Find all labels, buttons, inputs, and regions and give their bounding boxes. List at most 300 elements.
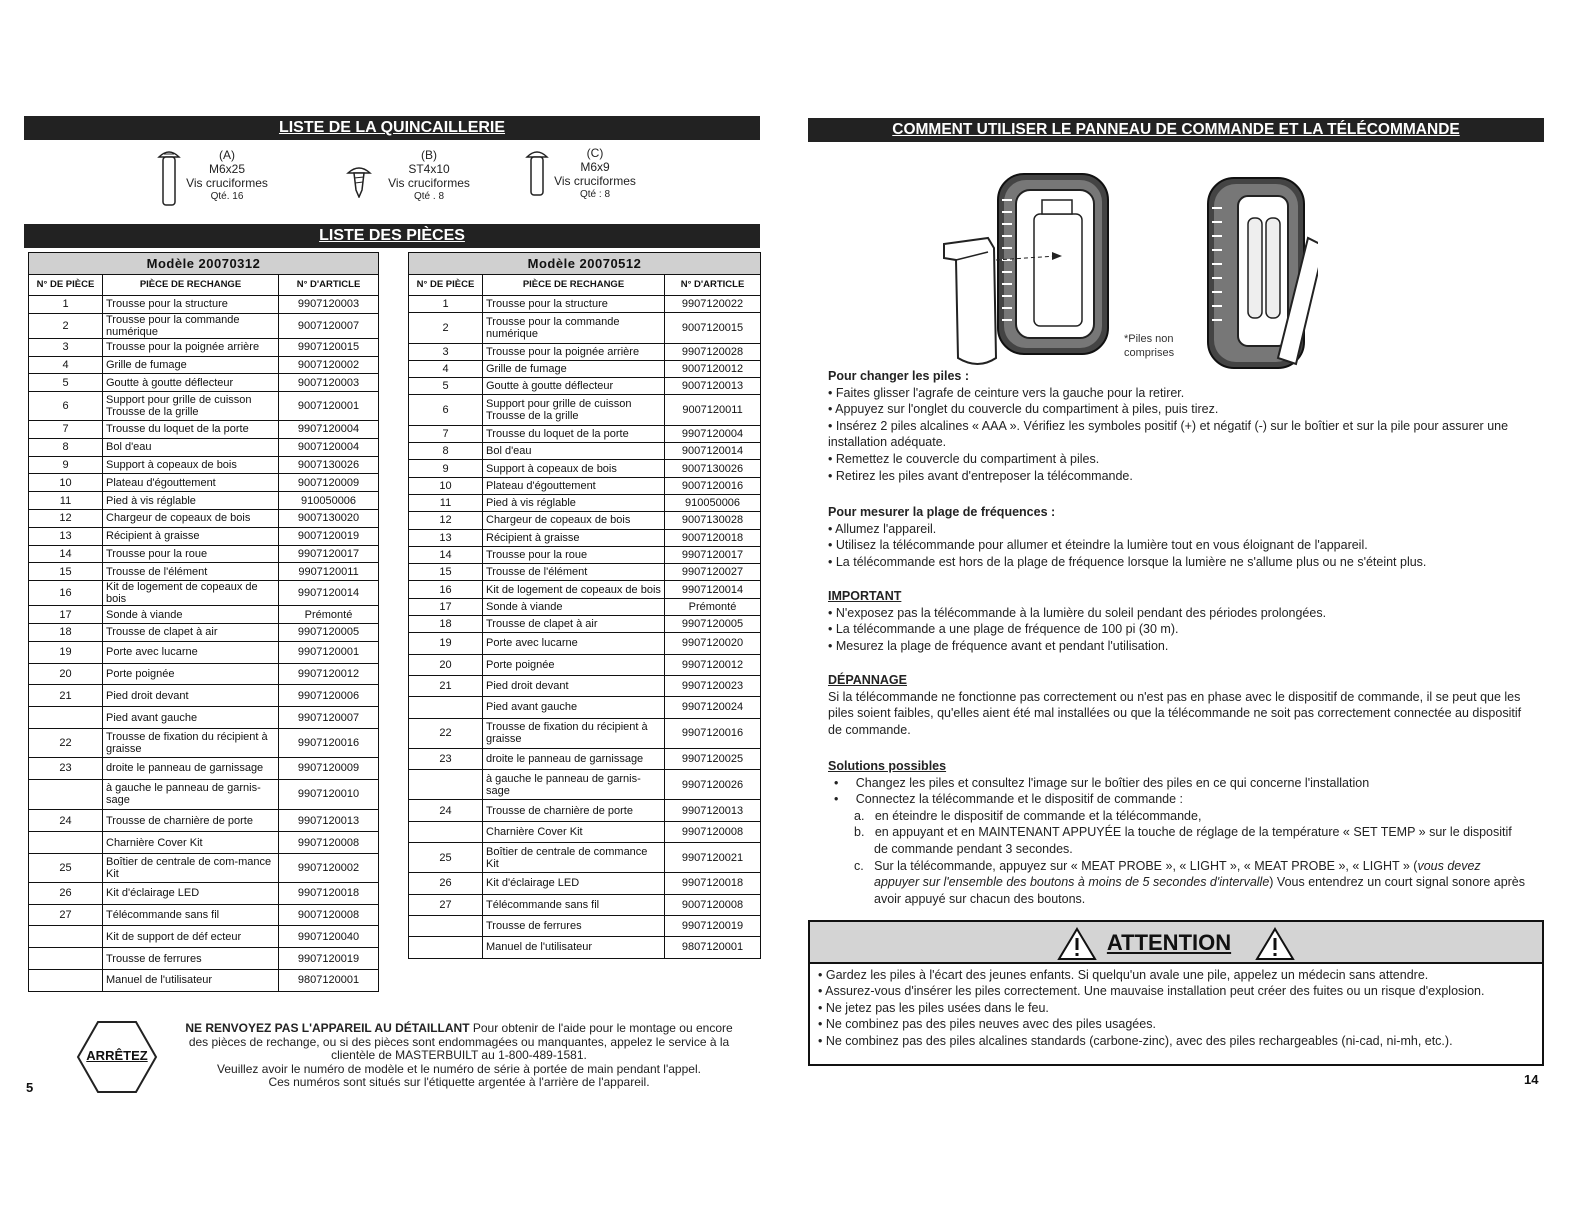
part-number-cell: 4 xyxy=(409,360,483,377)
column-header-item-number: N° D'ARTICLE xyxy=(665,275,761,296)
part-number-cell xyxy=(29,948,103,970)
part-name-cell: Trousse pour la roue xyxy=(103,545,279,563)
table-row xyxy=(29,757,379,779)
troubleshooting-section xyxy=(828,672,1528,738)
table-row xyxy=(409,718,761,748)
table-row xyxy=(29,338,379,356)
table-row xyxy=(29,492,379,510)
part-name-cell: Pied à vis réglable xyxy=(103,492,279,510)
part-number-cell: 21 xyxy=(29,685,103,707)
list-item: • Ne combinez pas des piles alcalines standards (carbone-zinc), avec des piles rechargeables (ni-cad, ni-mh, etc.). xyxy=(818,1033,1453,1048)
table-row xyxy=(409,313,761,343)
item-number-cell: 9907120025 xyxy=(665,748,761,769)
part-name-cell: Goutte à goutte déflecteur xyxy=(483,378,665,395)
item-number-cell: 9007120001 xyxy=(279,392,379,421)
part-number-cell: 6 xyxy=(409,395,483,425)
part-number-cell: 15 xyxy=(29,563,103,581)
item-number-cell: 910050006 xyxy=(279,492,379,510)
item-number-cell: 9007120014 xyxy=(665,443,761,460)
part-number-cell: 24 xyxy=(409,800,483,821)
part-number-cell: 18 xyxy=(409,616,483,633)
table-row xyxy=(29,728,379,757)
table-row xyxy=(29,420,379,438)
part-number-cell xyxy=(29,832,103,854)
part-number-cell: 26 xyxy=(409,873,483,894)
part-name-cell: Porte avec lucarne xyxy=(103,641,279,663)
stop-message-bold: NE RENVOYEZ PAS L'APPAREIL AU DÉTAILLANT xyxy=(185,1021,470,1035)
part-name-cell: Trousse de clapet à air xyxy=(483,616,665,633)
table-row xyxy=(409,443,761,460)
item-number-cell: 9007130028 xyxy=(665,512,761,529)
part-name-cell: Trousse du loquet de la porte xyxy=(483,425,665,442)
list-item: • Ne jetez pas les piles usées dans le feu. xyxy=(818,1000,1049,1015)
table-model-title: Modèle 20070312 xyxy=(29,253,379,275)
item-number-cell: 9907120001 xyxy=(279,641,379,663)
item-number-cell: 9907120021 xyxy=(665,843,761,873)
item-number-cell: 9907120008 xyxy=(665,821,761,842)
part-name-cell: Kit de logement de copeaux de bois xyxy=(483,581,665,598)
table-row xyxy=(29,641,379,663)
table-row xyxy=(409,477,761,494)
item-number-cell: 9007120015 xyxy=(665,313,761,343)
item-number-cell: 9907120012 xyxy=(665,654,761,675)
part-name-cell: Grille de fumage xyxy=(483,360,665,377)
table-row xyxy=(409,821,761,842)
list-item: • Faites glisser l'agrafe de ceinture vers la gauche pour la retirer. xyxy=(828,385,1185,400)
part-number-cell: 11 xyxy=(409,494,483,511)
parts-table-model-20070512 xyxy=(408,252,761,959)
part-number-cell: 22 xyxy=(29,728,103,757)
item-number-cell: 9807120001 xyxy=(665,937,761,958)
part-name-cell: Support pour grille de cuisson Trousse de la grille xyxy=(483,395,665,425)
parts-list-title: LISTE DES PIÈCES xyxy=(24,224,760,248)
table-row xyxy=(29,707,379,729)
item-number-cell: Prémonté xyxy=(279,606,379,624)
battery-change-section xyxy=(828,368,1528,484)
item-number-cell: 9907120003 xyxy=(279,296,379,314)
part-number-cell xyxy=(409,770,483,800)
part-name-cell: Trousse pour la structure xyxy=(483,296,665,313)
list-item: • Ne combinez pas des piles neuves avec des piles usagées. xyxy=(818,1017,1156,1032)
stop-message-line1: Pour obtenir de l'aide pour le montage ou encore des pièces de rechange, ou si des pièces sont endommagées ou manquantes, appelez le service à la clientèle de MASTERBUILT au 1-800-489-1581. xyxy=(188,1021,733,1063)
item-number-cell: 9907120014 xyxy=(279,581,379,606)
hardware-list-title: LISTE DE LA QUINCAILLERIE xyxy=(24,116,760,140)
part-number-cell: 8 xyxy=(409,443,483,460)
column-header-replacement-part: PIÈCE DE RECHANGE xyxy=(103,275,279,296)
list-item: • Utilisez la télécommande pour allumer et éteindre la lumière tout en vous éloignant de l'appareil. xyxy=(828,538,1368,553)
part-number-cell: 24 xyxy=(29,810,103,832)
item-number-cell: 9907120006 xyxy=(279,685,379,707)
table-row xyxy=(409,873,761,894)
list-item: • Insérez 2 piles alcalines « AAA ». Vérifiez les symboles positif (+) et négatif (-) sur le boîtier et sur la pile pour assurer une installation adéquate. xyxy=(828,418,1509,450)
table-row xyxy=(29,545,379,563)
table-row xyxy=(409,675,761,696)
sub-step-b: b. en appuyant et en MAINTENANT APPUYÉE la touche de réglage de la température « SET TEMP » sur le dispositif de commande pendant 3 secondes. xyxy=(854,825,1512,856)
attention-body xyxy=(808,962,1544,1066)
part-number-cell xyxy=(29,926,103,948)
item-number-cell: 9007130026 xyxy=(279,456,379,474)
table-row xyxy=(29,296,379,314)
solutions-section xyxy=(828,758,1528,907)
battery-change-heading: Pour changer les piles : xyxy=(828,369,970,383)
part-name-cell: Charnière Cover Kit xyxy=(103,832,279,854)
part-name-cell: Boîtier de centrale de com-mance Kit xyxy=(103,853,279,882)
table-row xyxy=(29,438,379,456)
list-item: • Gardez les piles à l'écart des jeunes enfants. Si quelqu'un avale une pile, appelez un médecin sans attendre. xyxy=(818,968,1429,982)
table-row xyxy=(29,685,379,707)
item-number-cell: 9807120001 xyxy=(279,969,379,991)
item-number-cell: 9007120013 xyxy=(665,378,761,395)
control-panel-title: COMMENT UTILISER LE PANNEAU DE COMMANDE ET LA TÉLÉCOMMANDE xyxy=(808,118,1544,142)
table-row xyxy=(409,770,761,800)
stop-message xyxy=(184,1022,734,1090)
item-number-cell: 9907120028 xyxy=(665,343,761,360)
part-number-cell: 1 xyxy=(409,296,483,313)
part-number-cell xyxy=(29,779,103,810)
part-name-cell: Trousse pour la poignée arrière xyxy=(103,338,279,356)
table-row xyxy=(29,853,379,882)
important-heading: IMPORTANT xyxy=(828,589,902,603)
item-number-cell: 9907120002 xyxy=(279,853,379,882)
item-number-cell: 9907120016 xyxy=(279,728,379,757)
table-row xyxy=(409,460,761,477)
item-number-cell: 9007120012 xyxy=(665,360,761,377)
item-number-cell: 9007120011 xyxy=(665,395,761,425)
item-number-cell: 9907120023 xyxy=(665,675,761,696)
part-number-cell: 13 xyxy=(29,527,103,545)
page-number-left: 5 xyxy=(26,1080,34,1095)
part-number-cell: 17 xyxy=(409,598,483,615)
table-row xyxy=(409,800,761,821)
part-name-cell: Grille de fumage xyxy=(103,356,279,374)
part-number-cell: 21 xyxy=(409,675,483,696)
part-name-cell: Récipient à graisse xyxy=(103,527,279,545)
part-name-cell: Trousse du loquet de la porte xyxy=(103,420,279,438)
item-number-cell: 9907120013 xyxy=(665,800,761,821)
part-name-cell: Kit de logement de copeaux de bois xyxy=(103,581,279,606)
part-number-cell: 27 xyxy=(409,894,483,915)
part-number-cell: 11 xyxy=(29,492,103,510)
part-number-cell: 4 xyxy=(29,356,103,374)
part-name-cell: Kit d'éclairage LED xyxy=(103,882,279,904)
table-row xyxy=(409,378,761,395)
part-name-cell: Trousse de l'élément xyxy=(483,564,665,581)
part-number-cell: 7 xyxy=(29,420,103,438)
table-row xyxy=(409,494,761,511)
parts-table-model-20070312 xyxy=(28,252,379,992)
column-header-part-number: N° DE PIÈCE xyxy=(409,275,483,296)
part-name-cell: à gauche le panneau de garnis-sage xyxy=(103,779,279,810)
frequency-range-heading: Pour mesurer la plage de fréquences : xyxy=(828,505,1056,519)
part-name-cell: Plateau d'égouttement xyxy=(483,477,665,494)
table-row xyxy=(409,512,761,529)
list-item: • La télécommande est hors de la plage de fréquence lorsque la lumière ne s'allume plus ou ne s'éteint plus. xyxy=(828,554,1427,569)
part-name-cell: Kit de support de déf ecteur xyxy=(103,926,279,948)
table-row xyxy=(29,832,379,854)
part-number-cell: 9 xyxy=(409,460,483,477)
item-number-cell: 9907120016 xyxy=(665,718,761,748)
part-number-cell xyxy=(409,821,483,842)
part-name-cell: Sonde à viande xyxy=(103,606,279,624)
list-item: • Retirez les piles avant d'entreposer la télécommande. xyxy=(828,468,1133,483)
part-number-cell: 7 xyxy=(409,425,483,442)
item-number-cell: 9907120010 xyxy=(279,779,379,810)
item-number-cell: 9907120040 xyxy=(279,926,379,948)
table-row xyxy=(409,425,761,442)
table-row xyxy=(409,395,761,425)
part-name-cell: Trousse de l'élément xyxy=(103,563,279,581)
part-name-cell: Goutte à goutte déflecteur xyxy=(103,374,279,392)
table-row xyxy=(29,926,379,948)
table-row xyxy=(29,456,379,474)
part-number-cell: 12 xyxy=(409,512,483,529)
table-row xyxy=(409,937,761,958)
item-number-cell: 9907120026 xyxy=(665,770,761,800)
item-number-cell: 9007120019 xyxy=(279,527,379,545)
part-name-cell: Boîtier de centrale de commance Kit xyxy=(483,843,665,873)
stop-message-line3: Ces numéros sont situés sur l'étiquette argentée à l'arrière de l'appareil. xyxy=(268,1075,650,1090)
table-row xyxy=(409,564,761,581)
part-name-cell: Manuel de l'utilisateur xyxy=(483,937,665,958)
part-number-cell: 10 xyxy=(29,474,103,492)
item-number-cell: 9007120007 xyxy=(279,313,379,338)
list-item: • Remettez le couvercle du compartiment à piles. xyxy=(828,451,1100,466)
part-name-cell: Trousse de charnière de porte xyxy=(483,800,665,821)
table-row xyxy=(409,654,761,675)
part-number-cell: 18 xyxy=(29,623,103,641)
table-row xyxy=(29,474,379,492)
part-number-cell: 15 xyxy=(409,564,483,581)
part-number-cell: 16 xyxy=(29,581,103,606)
item-number-cell: 9007120002 xyxy=(279,356,379,374)
part-number-cell: 1 xyxy=(29,296,103,314)
part-name-cell: Pied avant gauche xyxy=(103,707,279,729)
part-number-cell: 20 xyxy=(409,654,483,675)
part-name-cell: Support pour grille de cuisson Trousse de la grille xyxy=(103,392,279,421)
troubleshooting-text: Si la télécommande ne fonctionne pas correctement ou n'est pas en phase avec le dispositif de commande, il se peut que les piles soient faibles, qu'elles aient été mal installées ou que la télécommande ne soit pas correctement connectée au dispositif de commande. xyxy=(828,689,1522,737)
part-name-cell: Bol d'eau xyxy=(483,443,665,460)
part-name-cell: Trousse pour la roue xyxy=(483,546,665,563)
table-row xyxy=(29,663,379,685)
table-row xyxy=(29,969,379,991)
list-item: • Mesurez la plage de fréquence avant et pendant l'utilisation. xyxy=(828,638,1169,653)
part-name-cell: Manuel de l'utilisateur xyxy=(103,969,279,991)
part-name-cell: Trousse pour la commande numérique xyxy=(103,313,279,338)
item-number-cell: 9007120004 xyxy=(279,438,379,456)
item-number-cell: 9907120024 xyxy=(665,697,761,718)
part-number-cell: 8 xyxy=(29,438,103,456)
table-row xyxy=(29,948,379,970)
table-row xyxy=(409,843,761,873)
item-number-cell: 9007120008 xyxy=(279,904,379,926)
item-number-cell: 9907120027 xyxy=(665,564,761,581)
item-number-cell: 9907120018 xyxy=(279,882,379,904)
part-name-cell: Porte poignée xyxy=(483,654,665,675)
table-row xyxy=(29,356,379,374)
item-number-cell: 9007120016 xyxy=(665,477,761,494)
table-row xyxy=(29,779,379,810)
troubleshooting-heading: DÉPANNAGE xyxy=(828,673,907,687)
list-item: • N'exposez pas la télécommande à la lumière du soleil pendant des périodes prolongées. xyxy=(828,605,1327,620)
part-name-cell: Trousse pour la commande numérique xyxy=(483,313,665,343)
part-name-cell: Trousse de charnière de porte xyxy=(103,810,279,832)
part-name-cell: Support à copeaux de bois xyxy=(103,456,279,474)
item-number-cell: 9007130026 xyxy=(665,460,761,477)
stop-message-line2: Veuillez avoir le numéro de modèle et le numéro de série à portée de main pendant l'appel. xyxy=(217,1061,701,1076)
part-number-cell: 26 xyxy=(29,882,103,904)
list-item: • Assurez-vous d'insérer les piles correctement. Une mauvaise installation peut créer des fuites ou un risque d'explosion. xyxy=(818,984,1485,999)
part-number-cell: 20 xyxy=(29,663,103,685)
part-name-cell: Chargeur de copeaux de bois xyxy=(103,509,279,527)
item-number-cell: 9907120012 xyxy=(279,663,379,685)
hardware-item-c: (C) M6x9 Vis cruciformes Qté : 8 xyxy=(554,146,636,200)
item-number-cell: 9907120004 xyxy=(279,420,379,438)
part-name-cell: Télécommande sans fil xyxy=(483,894,665,915)
item-number-cell: 9907120004 xyxy=(665,425,761,442)
list-item: • Allumez l'appareil. xyxy=(828,521,937,536)
important-section xyxy=(828,588,1528,654)
table-row xyxy=(29,581,379,606)
sub-step-c: c. Sur la télécommande, appuyez sur « MEAT PROBE », « LIGHT », « MEAT PROBE », « LIGHT » (vous devez appuyer sur l'ensemble des boutons à moins de 5 secondes d'intervalle) Vous entendrez un court signal sonore après avoir appuyé sur chacun des boutons. xyxy=(854,858,1526,906)
part-name-cell: Trousse pour la structure xyxy=(103,296,279,314)
solutions-heading: Solutions possibles xyxy=(828,759,947,773)
part-number-cell xyxy=(409,937,483,958)
part-number-cell: 2 xyxy=(29,313,103,338)
part-number-cell: 14 xyxy=(29,545,103,563)
table-row xyxy=(29,904,379,926)
item-number-cell: 9907120011 xyxy=(279,563,379,581)
part-number-cell: 23 xyxy=(29,757,103,779)
table-row xyxy=(409,581,761,598)
part-number-cell: 19 xyxy=(409,633,483,654)
sub-step-a: a. en éteindre le dispositif de commande et la télécommande, xyxy=(854,808,1202,823)
part-name-cell: Pied à vis réglable xyxy=(483,494,665,511)
part-number-cell: 23 xyxy=(409,748,483,769)
table-row xyxy=(409,697,761,718)
part-number-cell: 19 xyxy=(29,641,103,663)
warning-icon xyxy=(1057,927,1097,961)
item-number-cell: 9907120022 xyxy=(665,296,761,313)
table-row xyxy=(409,894,761,915)
column-header-item-number: N° D'ARTICLE xyxy=(279,275,379,296)
part-number-cell: 14 xyxy=(409,546,483,563)
part-number-cell: 5 xyxy=(29,374,103,392)
hardware-item-b: (B) ST4x10 Vis cruciformes Qté . 8 xyxy=(388,148,470,202)
part-name-cell: Kit d'éclairage LED xyxy=(483,873,665,894)
part-name-cell: Trousse de fixation du récipient à graisse xyxy=(483,718,665,748)
part-number-cell: 27 xyxy=(29,904,103,926)
item-number-cell: 9907120005 xyxy=(279,623,379,641)
frequency-range-section xyxy=(828,504,1528,570)
part-name-cell: Sonde à viande xyxy=(483,598,665,615)
part-name-cell: Trousse de ferrures xyxy=(483,915,665,936)
item-number-cell: 9007120009 xyxy=(279,474,379,492)
part-number-cell xyxy=(29,707,103,729)
table-row xyxy=(409,748,761,769)
column-header-replacement-part: PIÈCE DE RECHANGE xyxy=(483,275,665,296)
hardware-item-a: (A) M6x25 Vis cruciformes Qté. 16 xyxy=(186,148,268,202)
stop-sign-label: ARRÊTEZ xyxy=(86,1048,148,1063)
page-number-right: 14 xyxy=(1524,1072,1539,1087)
batteries-not-included-note: *Piles non comprises xyxy=(1124,333,1175,359)
part-name-cell: Télécommande sans fil xyxy=(103,904,279,926)
part-number-cell: 3 xyxy=(409,343,483,360)
item-number-cell: 910050006 xyxy=(665,494,761,511)
part-number-cell xyxy=(29,969,103,991)
part-name-cell: Porte avec lucarne xyxy=(483,633,665,654)
column-header-part-number: N° DE PIÈCE xyxy=(29,275,103,296)
table-row xyxy=(409,529,761,546)
part-number-cell: 16 xyxy=(409,581,483,598)
part-name-cell: Charnière Cover Kit xyxy=(483,821,665,842)
table-row xyxy=(29,606,379,624)
part-number-cell: 10 xyxy=(409,477,483,494)
part-number-cell: 6 xyxy=(29,392,103,421)
part-number-cell: 25 xyxy=(29,853,103,882)
part-number-cell: 9 xyxy=(29,456,103,474)
item-number-cell: 9907120017 xyxy=(665,546,761,563)
table-row xyxy=(29,374,379,392)
table-row xyxy=(409,360,761,377)
list-item: • Connectez la télécommande et le dispositif de commande : xyxy=(834,792,1184,807)
list-item: • La télécommande a une plage de fréquence de 100 pi (30 m). xyxy=(828,622,1179,637)
part-number-cell xyxy=(409,697,483,718)
part-name-cell: Pied droit devant xyxy=(103,685,279,707)
part-name-cell: Support à copeaux de bois xyxy=(483,460,665,477)
part-name-cell: Trousse pour la poignée arrière xyxy=(483,343,665,360)
part-number-cell: 2 xyxy=(409,313,483,343)
table-row xyxy=(409,915,761,936)
part-number-cell xyxy=(409,915,483,936)
item-number-cell: 9907120018 xyxy=(665,873,761,894)
part-number-cell: 5 xyxy=(409,378,483,395)
table-row xyxy=(29,623,379,641)
part-name-cell: droite le panneau de garnissage xyxy=(483,748,665,769)
list-item: • Appuyez sur l'onglet du couvercle du compartiment à piles, puis tirez. xyxy=(828,402,1219,417)
item-number-cell: 9907120015 xyxy=(279,338,379,356)
item-number-cell: 9907120005 xyxy=(665,616,761,633)
table-row xyxy=(409,616,761,633)
part-name-cell: droite le panneau de garnissage xyxy=(103,757,279,779)
table-row xyxy=(29,527,379,545)
item-number-cell: 9907120019 xyxy=(665,915,761,936)
item-number-cell: 9907120008 xyxy=(279,832,379,854)
part-name-cell: Trousse de clapet à air xyxy=(103,623,279,641)
table-model-title: Modèle 20070512 xyxy=(409,253,761,275)
item-number-cell: 9907120020 xyxy=(665,633,761,654)
part-name-cell: Récipient à graisse xyxy=(483,529,665,546)
table-row xyxy=(29,810,379,832)
attention-header xyxy=(808,920,1544,964)
item-number-cell: Prémonté xyxy=(665,598,761,615)
part-name-cell: Pied droit devant xyxy=(483,675,665,696)
table-row xyxy=(29,313,379,338)
table-row xyxy=(29,563,379,581)
part-number-cell: 13 xyxy=(409,529,483,546)
table-row xyxy=(409,598,761,615)
table-row xyxy=(409,633,761,654)
part-number-cell: 17 xyxy=(29,606,103,624)
part-name-cell: Plateau d'égouttement xyxy=(103,474,279,492)
item-number-cell: 9907120009 xyxy=(279,757,379,779)
item-number-cell: 9007120018 xyxy=(665,529,761,546)
part-number-cell: 25 xyxy=(409,843,483,873)
item-number-cell: 9907120014 xyxy=(665,581,761,598)
item-number-cell: 9907120019 xyxy=(279,948,379,970)
table-row xyxy=(29,882,379,904)
table-row xyxy=(409,343,761,360)
part-name-cell: Trousse de ferrures xyxy=(103,948,279,970)
